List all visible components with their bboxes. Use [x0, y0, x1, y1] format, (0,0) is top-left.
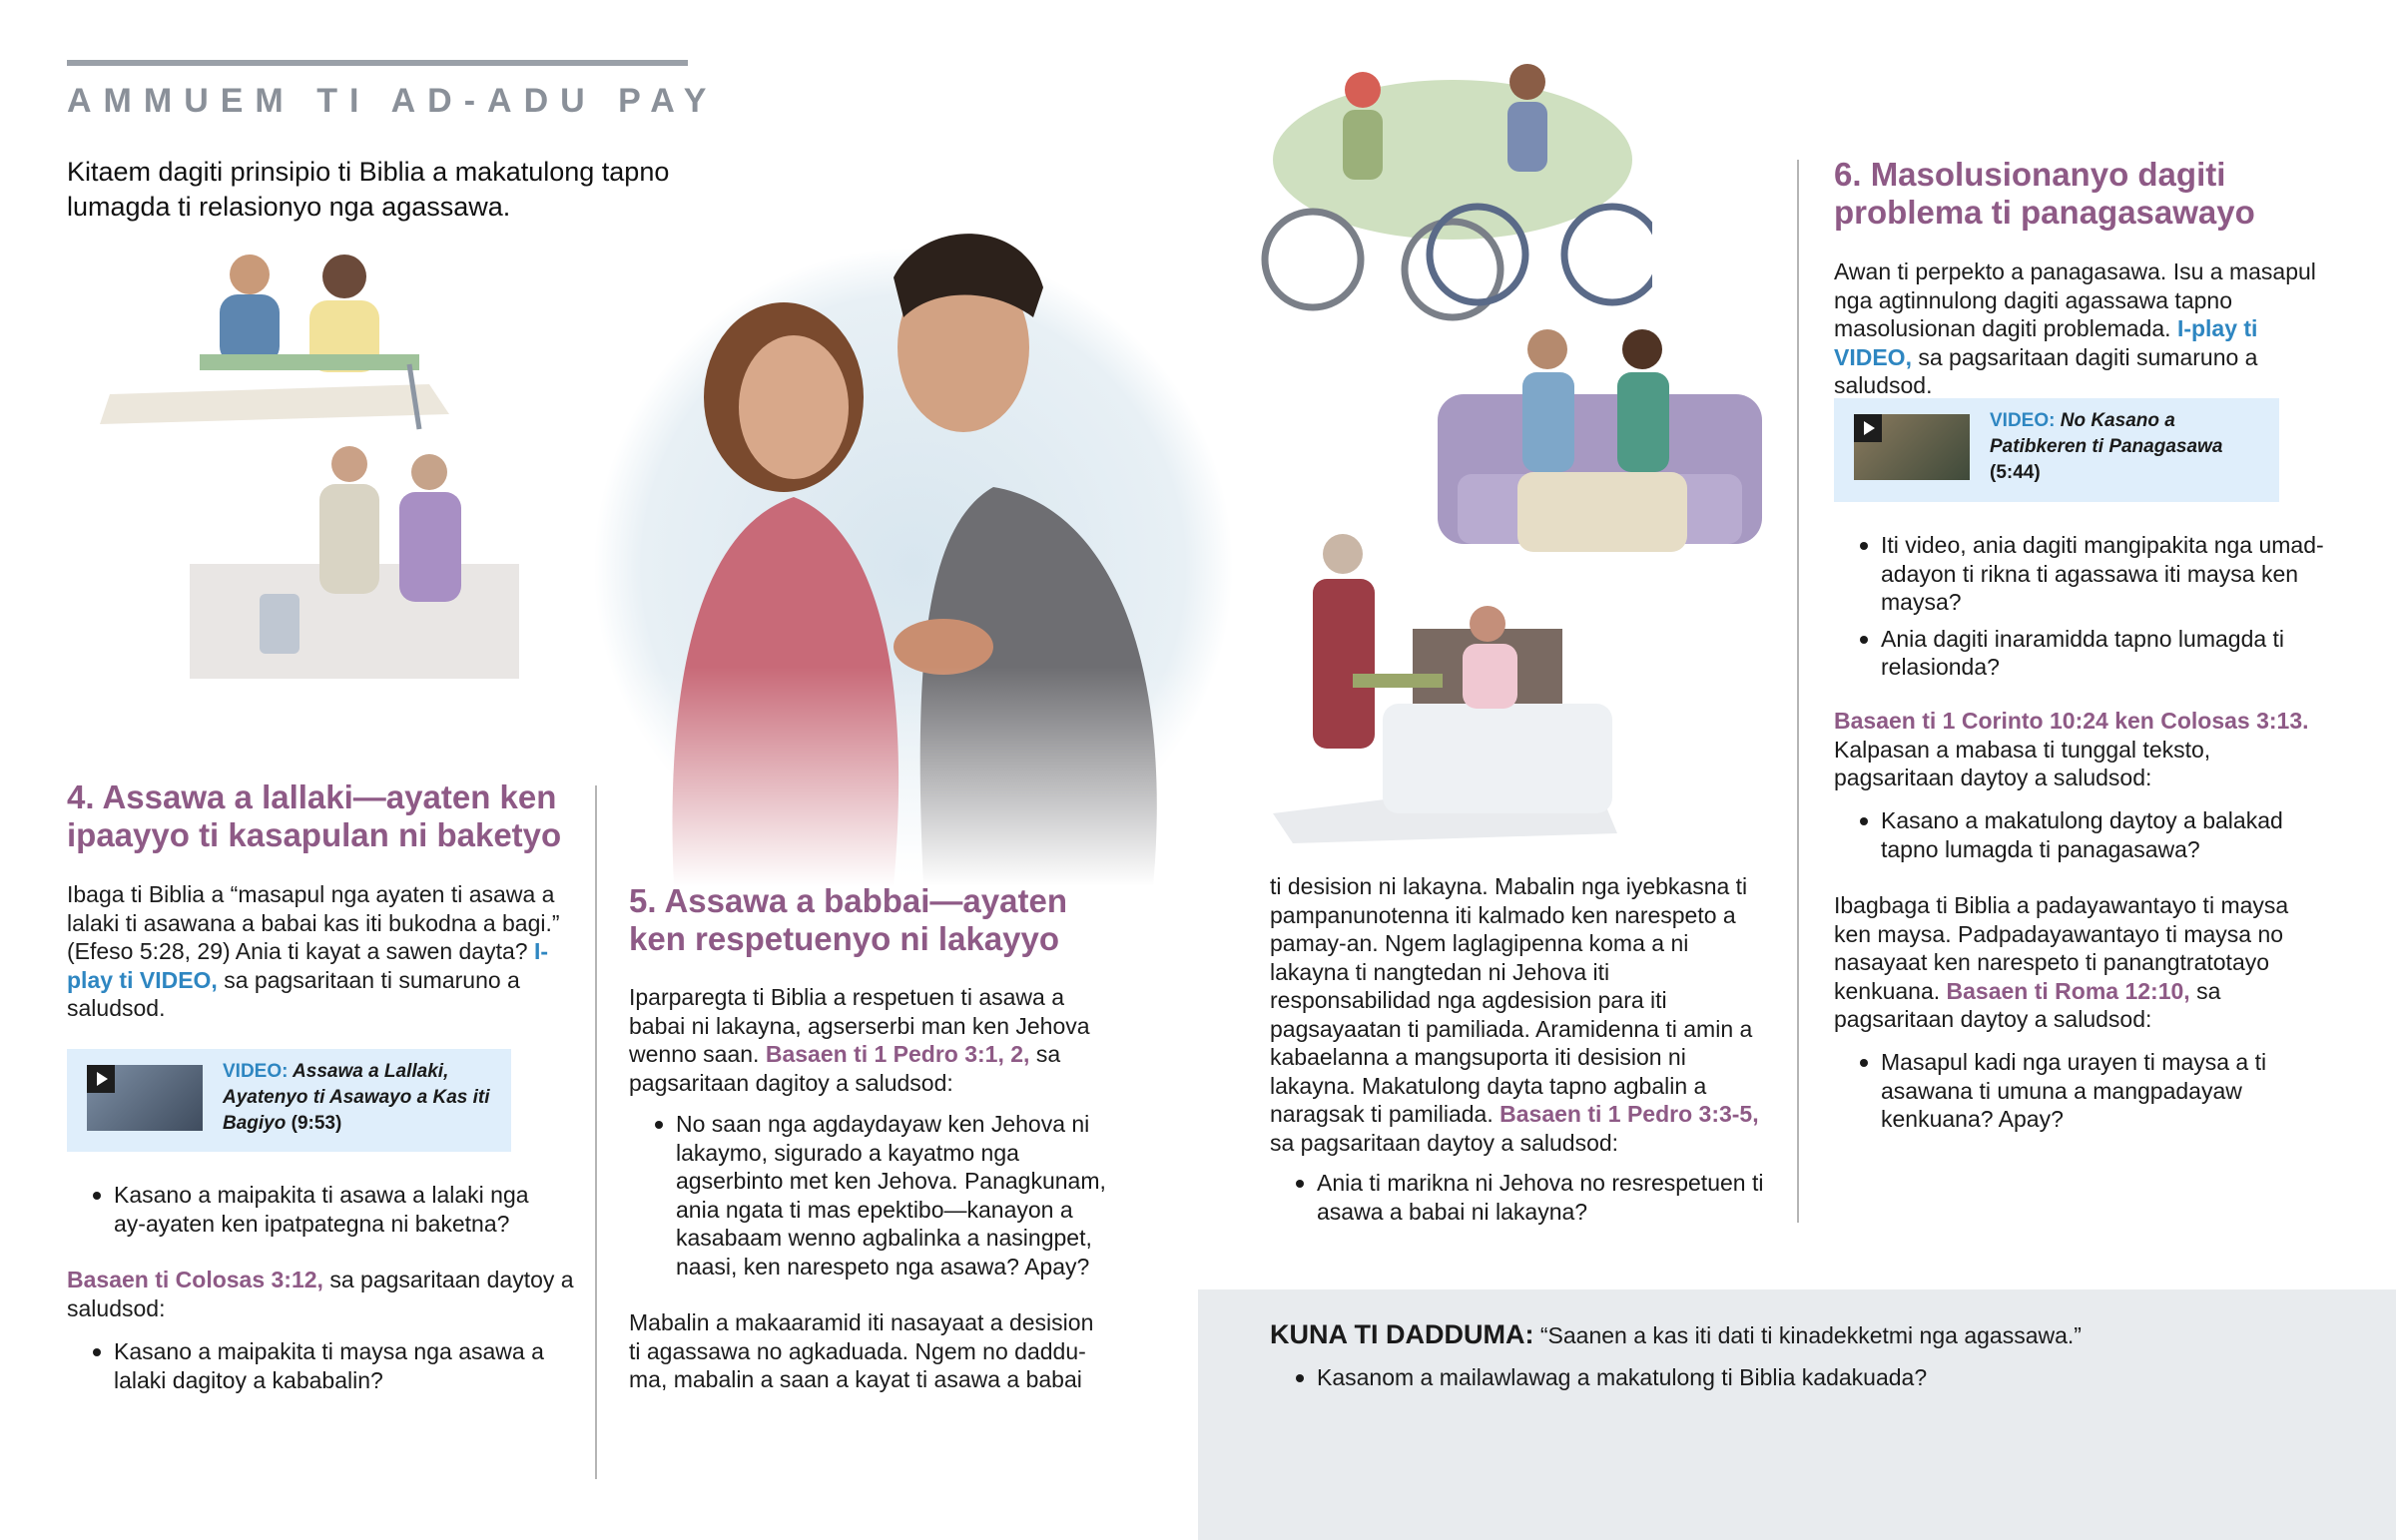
- video-thumbnail[interactable]: [87, 1065, 203, 1131]
- video-thumbnail[interactable]: [1854, 414, 1970, 480]
- scripture-reference-link[interactable]: Basaen ti 1 Pedro 3:3-5,: [1499, 1101, 1759, 1127]
- footer-quote-line: [1270, 1319, 2368, 1350]
- play-icon[interactable]: [87, 1065, 115, 1093]
- list-item: Ania ti marikna ni Jehova no resrespetuen ti asawa a babai ni lakayna?: [1270, 1169, 1769, 1226]
- reference-tail: Kalpasan a mabasa ti tunggal teksto, pagsaritaan daytoy a saludsod:: [1834, 736, 2211, 790]
- video-title: Assawa a Lallaki, Ayatenyo ti Asawayo a Kas iti Bagiyo: [223, 1061, 490, 1134]
- video-duration: (9:53): [291, 1113, 342, 1134]
- section5-heading: 5. Assawa a babbai—ayaten ken respetuenyo ni lakayyo: [629, 882, 1067, 957]
- scripture-reference-link[interactable]: Basaen ti 1 Pedro 3:1, 2,: [765, 1041, 1030, 1067]
- reference-tail: sa pagsaritaan daytoy a saludsod:: [1834, 977, 2221, 1032]
- section6-bullets-1: [1834, 531, 2333, 690]
- section6-paragraph-2: [1834, 891, 2323, 1034]
- section6-paragraph: [1834, 257, 2323, 400]
- section5-paragraph-text: Iparparegta ti Biblia a respetuen ti asawa a babai ni lakayna, agserserbi man ken Jehova wenno saan.: [629, 984, 1090, 1067]
- section6-paragraph-text: Awan ti perpekto a panagasawa. Isu a masapul nga agtinnulong dagiti agassawa tapno masolusionan dagiti problemada.: [1834, 258, 2316, 341]
- play-icon[interactable]: [1854, 414, 1882, 442]
- section4-paragraph-tail: sa pagsaritaan ti sumaruno a saludsod.: [67, 966, 520, 1021]
- bicycle-couple-illustration: [1253, 60, 1652, 334]
- scripture-reference-link[interactable]: Basaen ti Colosas 3:12,: [67, 1267, 323, 1292]
- section6-bullets-3: [1834, 1048, 2333, 1142]
- video-title: No Kasano a Patibkeren ti Panagasawa: [1990, 410, 2223, 457]
- section4-reference-line: [67, 1266, 576, 1322]
- section6-reference-line-1: [1834, 707, 2323, 792]
- video-card-6[interactable]: [1834, 398, 2279, 502]
- play-video-link-6[interactable]: I-play ti VIDEO,: [1834, 315, 2258, 370]
- list-item: Iti video, ania dagiti mangipakita nga umad-adayon ti rikna ti agassawa iti maysa ken maysa?: [1834, 531, 2333, 617]
- sickbed-couple-illustration: [1273, 534, 1617, 843]
- video-card-4[interactable]: [67, 1049, 511, 1152]
- list-item: Kasano a maipakita ti maysa nga asawa a lalaki dagitoy a kababalin?: [67, 1337, 566, 1394]
- list-item: Kasanom a mailawlawag a makatulong ti Biblia kadakuada?: [1270, 1363, 2368, 1392]
- column-divider-3: [1797, 160, 1799, 1223]
- section5-paragraph: [629, 983, 1103, 1097]
- footer-quote: “Saanen a kas iti dati ti kinadekketmi nga agassawa.”: [1533, 1322, 2082, 1348]
- list-item: Ania dagiti inaramidda tapno lumagda ti relasionda?: [1834, 625, 2333, 682]
- couple-embrace-illustration: [594, 198, 1233, 886]
- kitchen-couple-illustration: [190, 444, 519, 679]
- list-item: Kasano a maipakita ti asawa a lalaki nga ay-ayaten ken ipatpategna ni baketna?: [67, 1181, 566, 1238]
- reference-tail: sa pagsaritaan daytoy a saludsod:: [1270, 1129, 1619, 1156]
- section-kicker: AMMUEM TI AD-ADU PAY: [67, 82, 719, 120]
- section5-paragraph-2: Mabalin a makaaramid iti nasayaat a desision ti agassawa no agkaduada. Ngem no daddu-ma, mabalin a saan a kayat ti asawa a babai: [629, 1309, 1094, 1392]
- video-label: VIDEO:: [223, 1061, 289, 1082]
- reference-tail: sa pagsaritaan dagitoy a saludsod:: [629, 1041, 1061, 1096]
- play-video-link-4[interactable]: I-play ti VIDEO,: [67, 938, 549, 993]
- column-divider-1: [595, 785, 597, 1479]
- footer-bullets: [1270, 1363, 2368, 1400]
- section5-continued-text: ti desision ni lakayna. Mabalin nga iyebkasna ti pampanunotenna iti kalmado ken narespeto a pamay-an. Ngem laglagipenna koma a ni lakayna ti nangtedan ni Jehova iti responsabilidad nga agdesision para iti pagsayaatan ti pamiliada. Aramidenna ti amin a kabaelanna a mangsuporta iti desision ni lakayna. Makatulong dayta tapno agbalin a naragsak ti pamiliada.: [1270, 873, 1753, 1127]
- section5-continued-paragraph: [1270, 872, 1769, 1157]
- list-item: Masapul kadi nga urayen ti maysa a ti asawana ti umuna a mangpadayaw kenkuana? Apay?: [1834, 1048, 2333, 1134]
- scripture-reference-link[interactable]: Basaen ti 1 Corinto 10:24 ken Colosas 3:13.: [1834, 708, 2309, 734]
- video-label: VIDEO:: [1990, 410, 2056, 431]
- list-item: Kasano a makatulong daytoy a balakad tapno lumagda ti panagasawa?: [1834, 806, 2333, 863]
- section6-heading: 6. Masolusionanyo dagiti problema ti panagasawayo: [1834, 156, 2255, 231]
- header-rule: [67, 60, 688, 66]
- section6-bullets-2: [1834, 806, 2333, 871]
- footer-label: KUNA TI DADDUMA:: [1270, 1319, 1534, 1349]
- section6-paragraph-tail: sa pagsaritaan dagiti sumaruno a saludsod.: [1834, 343, 2258, 398]
- scripture-reference-link[interactable]: Basaen ti Roma 12:10,: [1946, 977, 2190, 1004]
- study-couple-illustration: [100, 245, 459, 434]
- section4-paragraph-text: Ibaga ti Biblia a “masapul nga ayaten ti asawa a lalaki ti asawana a babai kas iti bukodna a bagi.” (Efeso 5:28, 29) Ania ti kayat a sawen dayta?: [67, 881, 560, 964]
- section4-paragraph: [67, 880, 571, 1023]
- section5-bullets: [629, 1110, 1108, 1288]
- section4-bullets-2: [67, 1337, 566, 1402]
- section4-heading: 4. Assawa a lallaki—ayaten ken ipaayyo ti kasapulan ni baketyo: [67, 778, 562, 853]
- reference-tail: sa pagsaritaan daytoy a saludsod:: [67, 1267, 574, 1321]
- list-item: No saan nga agdaydayaw ken Jehova ni lakaymo, sigurado a kayatmo nga agserbinto met ken Jehova. Panagkunam, ania ngata ti mas epektibo—kanayon a kasabaam wenno agbalinka a nasingpet, naasi, ken narespeto nga asawa? Apay?: [629, 1110, 1108, 1281]
- section6-paragraph-2-text: Ibagbaga ti Biblia a padayawantayo ti maysa ken maysa. Padpadayawantayo ti maysa no nasayaat ken narespeto ti panangtratotayo kenkuana.: [1834, 892, 2289, 1004]
- intro-text: Kitaem dagiti prinsipio ti Biblia a makatulong tapno lumagda ti relasionyo nga agassawa.: [67, 157, 670, 222]
- video-duration: (5:44): [1990, 462, 2041, 483]
- section5-continued-bullets: [1270, 1169, 1769, 1234]
- section4-bullets-1: [67, 1181, 566, 1246]
